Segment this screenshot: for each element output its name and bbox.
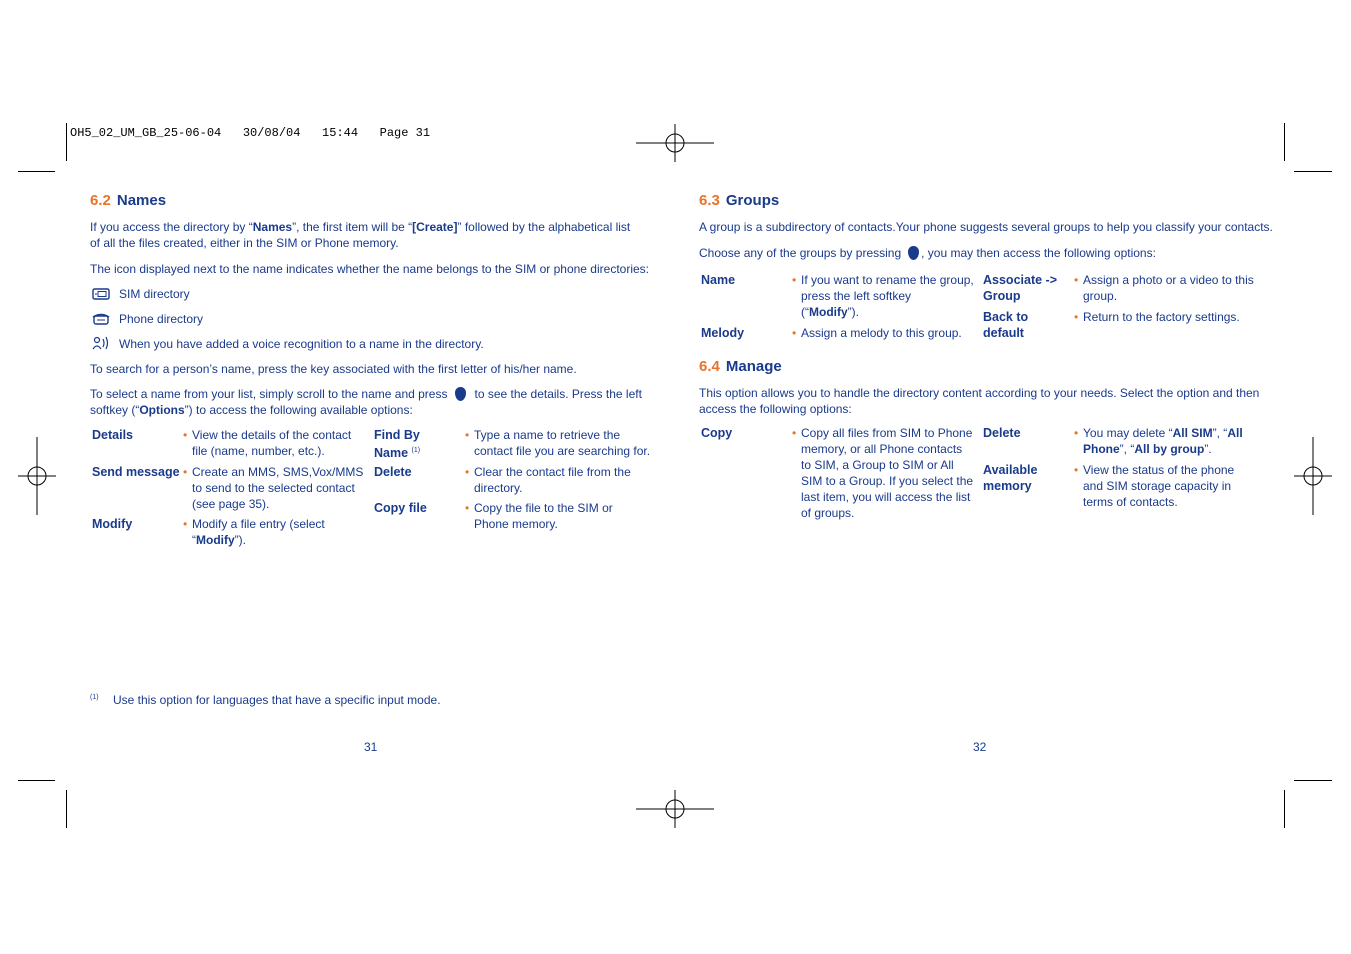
text: softkey (“: [90, 403, 140, 417]
option-desc-associate-group: [1083, 272, 1268, 304]
option-desc-send-message: [192, 464, 367, 512]
text: ”) to access the following available options:: [184, 403, 413, 417]
option-desc-copy: [801, 425, 981, 521]
text: Create an MMS, SMS,Vox/MMS: [192, 465, 364, 479]
text: of all the files created, either in the SIM or Phone memory.: [90, 236, 399, 250]
text: last item, you will access the list: [801, 490, 971, 504]
registration-mark-icon: [636, 124, 714, 162]
text: (see page 35).: [192, 497, 270, 511]
text: ” followed by the alphabetical list: [457, 220, 631, 234]
text: Copy the file to the SIM or: [474, 501, 613, 515]
section-title: Names: [116, 192, 167, 209]
text: If you access the directory by “: [90, 220, 253, 234]
registration-mark-icon: [636, 790, 714, 828]
text: If you want to rename the group,: [801, 273, 974, 287]
section-heading-names: [90, 192, 166, 209]
option-desc-name: [801, 272, 981, 320]
paragraph: [90, 219, 655, 251]
option-term-melody: Melody: [701, 326, 745, 340]
bold-text: Modify: [196, 533, 235, 547]
navigation-key-icon: [908, 246, 919, 260]
text: Choose any of the groups by pressing: [699, 246, 902, 260]
paragraph: A group is a subdirectory of contacts.Your phone suggests several groups to help you classify your contacts.: [699, 220, 1273, 234]
phone-directory-icon: [92, 312, 110, 326]
paragraph: [90, 386, 655, 418]
bold-text: Options: [139, 403, 185, 417]
bold-text: Names: [252, 220, 293, 234]
footnote: Use this option for languages that have a specific input mode.: [113, 693, 441, 707]
option-desc-melody: Assign a melody to this group.: [801, 326, 962, 340]
option-term-delete: Delete: [983, 426, 1021, 440]
option-desc-details: [192, 427, 367, 459]
text: default: [983, 326, 1024, 340]
option-desc-delete: [474, 464, 659, 496]
option-term-associate-group: [983, 272, 1057, 304]
section-number: 6.4: [699, 358, 720, 375]
page-number-right: 32: [973, 740, 987, 754]
text: contact file you are searching for.: [474, 444, 651, 458]
option-term-delete: Delete: [374, 465, 412, 479]
footnote-reference: (1): [411, 447, 421, 454]
bullet: •: [792, 273, 797, 287]
text: and SIM storage capacity in: [1083, 479, 1232, 493]
bold-text: Modify: [809, 305, 848, 319]
text: To select a name from your list, simply scroll to the name and press: [90, 387, 448, 401]
bold-text: Phone: [1083, 442, 1120, 456]
text: to see the details. Press the left: [474, 387, 642, 401]
footnote-marker: (1): [90, 694, 99, 701]
option-term-find-by-name: [374, 427, 420, 461]
text: Associate ->: [983, 273, 1057, 287]
icon-label: SIM directory: [119, 287, 190, 301]
bullet: •: [465, 465, 470, 479]
text: You may delete “: [1083, 426, 1173, 440]
option-desc-copy-file: [474, 500, 659, 532]
text: file (name, number, etc.).: [192, 444, 325, 458]
bold-text: All: [1227, 426, 1243, 440]
section-number: 6.2: [90, 192, 111, 209]
crop-mark: [1294, 780, 1332, 781]
crop-mark: [1284, 123, 1285, 161]
text: ”, “: [1119, 442, 1135, 456]
text: View the details of the contact: [192, 428, 352, 442]
option-term-available-memory: [983, 462, 1037, 494]
text: Group: [983, 289, 1021, 303]
bullet: •: [792, 426, 797, 440]
bullet: •: [183, 517, 188, 531]
text: ”, “: [1212, 426, 1228, 440]
text: Copy all files from SIM to Phone: [801, 426, 973, 440]
option-term-modify: Modify: [92, 517, 133, 531]
text: Back to: [983, 310, 1029, 324]
crop-mark: [1294, 171, 1332, 172]
text: Name: [374, 446, 409, 461]
bullet: •: [1074, 426, 1079, 440]
option-term-back-to-default: [983, 309, 1028, 341]
bullet: •: [792, 326, 797, 340]
text: “: [192, 533, 196, 547]
bullet: •: [465, 501, 470, 515]
section-heading-manage: [699, 358, 782, 375]
bullet: •: [1074, 273, 1079, 287]
option-desc-find-by-name: [474, 427, 659, 459]
text: memory, or all Phone contacts: [801, 442, 963, 456]
crop-mark: [66, 123, 67, 161]
bold-text: All by group: [1134, 442, 1205, 456]
crop-mark: [18, 171, 55, 172]
option-term-send-message: Send message: [92, 465, 180, 479]
text: Type a name to retrieve the: [474, 428, 621, 442]
registration-mark-icon: [1294, 437, 1332, 515]
print-slug: OH5_02_UM_GB_25-06-04 30/08/04 15:44 Page 31: [70, 126, 431, 140]
page-number-left: 31: [364, 740, 378, 754]
option-desc-delete: [1083, 425, 1268, 457]
text: Assign a photo or a video to this: [1083, 273, 1254, 287]
text: ”, the first item will be “: [292, 220, 413, 234]
section-title: Manage: [725, 358, 782, 375]
option-desc-available-memory: [1083, 462, 1268, 510]
paragraph: [699, 245, 1274, 261]
text: group.: [1083, 289, 1118, 303]
text: , you may then access the following options:: [921, 246, 1156, 260]
crop-mark: [1284, 790, 1285, 828]
text: directory.: [474, 481, 523, 495]
option-desc-back-to-default: Return to the factory settings.: [1083, 310, 1240, 324]
icon-label: When you have added a voice recognition to a name in the directory.: [119, 337, 484, 351]
paragraph: The icon displayed next to the name indicates whether the name belongs to the SIM or phone directories:: [90, 262, 649, 276]
voice-recognition-icon: [92, 336, 110, 350]
sim-directory-icon: [92, 287, 110, 301]
text: Phone memory.: [474, 517, 558, 531]
crop-mark: [18, 780, 55, 781]
bold-text: [Create]: [412, 220, 458, 234]
text: Available: [983, 463, 1038, 477]
registration-mark-icon: [18, 437, 56, 515]
text: ”.: [1204, 442, 1212, 456]
option-desc-modify: [192, 516, 367, 548]
text: View the status of the phone: [1083, 463, 1235, 477]
icon-label: Phone directory: [119, 312, 204, 326]
text: ”).: [847, 305, 859, 319]
section-number: 6.3: [699, 192, 720, 209]
option-term-copy-file: Copy file: [374, 501, 427, 515]
bullet: •: [183, 465, 188, 479]
text: (“: [801, 305, 809, 319]
crop-mark: [66, 790, 67, 828]
text: SIM to a Group. If you select the: [801, 474, 974, 488]
bold-text: All SIM: [1172, 426, 1213, 440]
bullet: •: [183, 428, 188, 442]
option-term-copy: Copy: [701, 426, 733, 440]
paragraph: [699, 385, 1274, 417]
text: terms of contacts.: [1083, 495, 1178, 509]
text: ”).: [234, 533, 246, 547]
text: to SIM, a Group to SIM or All: [801, 458, 954, 472]
bullet: •: [465, 428, 470, 442]
bullet: •: [1074, 310, 1079, 324]
option-term-details: Details: [92, 428, 133, 442]
section-title: Groups: [725, 192, 780, 209]
text: of groups.: [801, 506, 855, 520]
text: to send to the selected contact: [192, 481, 355, 495]
text: memory: [983, 479, 1032, 493]
text: Clear the contact file from the: [474, 465, 631, 479]
text: This option allows you to handle the directory content according to your needs. Select the option and then: [699, 386, 1260, 400]
text: press the left softkey: [801, 289, 912, 303]
text: Modify a file entry (select: [192, 517, 325, 531]
text: access the following options:: [699, 402, 852, 416]
paragraph: To search for a person’s name, press the key associated with the first letter of his/her name.: [90, 362, 577, 376]
text: Find By: [374, 428, 420, 442]
section-heading-groups: [699, 192, 779, 209]
option-term-name: Name: [701, 273, 736, 287]
navigation-key-icon: [455, 387, 466, 401]
bullet: •: [1074, 463, 1079, 477]
